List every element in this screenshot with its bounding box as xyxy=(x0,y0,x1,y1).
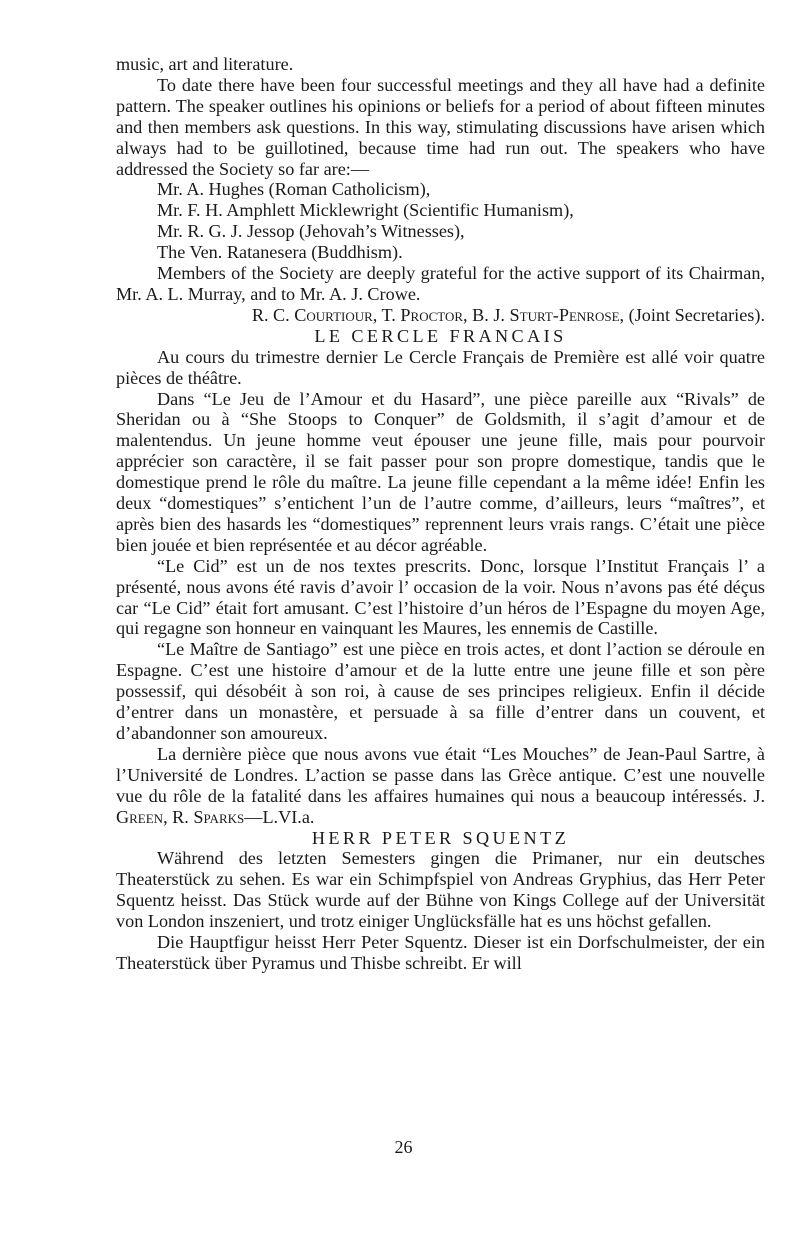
cercle-paragraph: “Le Cid” est un de nos textes prescrits. Donc, lorsque l’Institut Français l’ a présenté, nous avons été ravis d’avoir l’ occasion de la voir. Nous n’avons pas été déçus car “Le Cid” était fort amusant. C’est l’histoire d’un héros de l’Espagne du moyen Age, qui regagne son honneur en vainquant les Maures, les ennemis de Castille. xyxy=(116,555,765,639)
secretaries-signature: R. C. Courtiour, T. Proctor, B. J. Sturt-Penrose, (Joint Secretaries). xyxy=(251,304,765,325)
speaker-item: The Ven. Ratanesera (Buddhism). xyxy=(157,242,403,263)
cercle-paragraph: Au cours du trimestre dernier Le Cercle Français de Première est allé voir quatre pièces de théâtre. xyxy=(116,346,765,388)
section-heading-cercle: LE CERCLE FRANCAIS xyxy=(314,325,567,346)
section-heading-squentz: HERR PETER SQUENTZ xyxy=(311,827,570,848)
intro-line: music, art and literature. xyxy=(116,54,294,74)
speaker-item: Mr. R. G. J. Jessop (Jehovah’s Witnesses), xyxy=(157,221,465,242)
thanks-paragraph: Members of the Society are deeply grateful for the active support of its Chairman, Mr. A. L. Murray, and to Mr. A. J. Crowe. xyxy=(116,263,765,304)
squentz-paragraph: Während des letzten Semesters gingen die Primaner, nur ein deutsches Theaterstück zu sehen. Es war ein Schimpfspiel von Andreas Gryphius, das Herr Peter Squentz heisst. Das Stück wurde auf der Bühne von Kings College auf der Universität von London inszeniert, und trotz einiger Unglücksfälle hat es uns höchst gefallen. xyxy=(116,848,765,932)
speaker-item: Mr. F. H. Amphlett Micklewright (Scientific Humanism), xyxy=(157,200,574,221)
cercle-paragraph: Dans “Le Jeu de l’Amour et du Hasard”, une pièce pareille aux “Rivals” de Sheridan ou à “She Stoops to Conquer” de Goldsmith, il s’agit d’amour et de malentendus. Un jeune homme veut épouser une jeune fille, mais pour pourvoir apprécier son caractère, il se fait passer pour son propre domestique, tandis que le domestique prend le rôle du maître. La jeune fille cependant a la même idée! Enfin les deux “domestiques” s’entichent l’un de l’autre comme, d’ailleurs, leurs “maîtres”, et après bien des hasards les “domestiques” reprennent leurs vrais rangs. C’était une pièce bien jouée et bien représentée et au décor agréable. xyxy=(116,388,765,555)
intro-paragraph: To date there have been four successful meetings and they all have had a definite pattern. The speaker outlines his opinions or beliefs for a period of about fifteen minutes and then members ask questions. In this way, stimulating discussions have arisen which always had to be guillotined, because time had run out. The speakers who have addressed the Society so far are:— xyxy=(116,74,765,179)
cercle-paragraph: “Le Maître de Santiago” est une pièce en trois actes, et dont l’action se déroule en Espagne. C’est une histoire d’amour et de la lutte entre une jeune fille et son père possessif, qui désobéit à son roi, à cause de ses principes religieux. Enfin il décide d’entrer dans un monastère, et persuade à sa fille d’entrer dans un couvent, et d’abandonner son amoureux. xyxy=(116,639,765,743)
page-body xyxy=(116,54,765,974)
page-number: 26 xyxy=(394,1137,413,1157)
cercle-paragraph: La dernière pièce que nous avons vue était “Les Mouches” de Jean-Paul Sartre, à l’Université de Londres. L’action se passe dans las Grèce antique. C’est une nouvelle vue du rôle de la fatalité dans les affaires humaines qui nous a beaucoup intéressés. J. Green, R. Sparks—L.VI.a. xyxy=(116,743,765,827)
speaker-item: Mr. A. Hughes (Roman Catholicism), xyxy=(157,179,431,200)
squentz-paragraph: Die Hauptfigur heisst Herr Peter Squentz. Dieser ist ein Dorfschulmeister, der ein Theaterstück über Pyramus und Thisbe schreibt. Er will xyxy=(116,932,765,973)
